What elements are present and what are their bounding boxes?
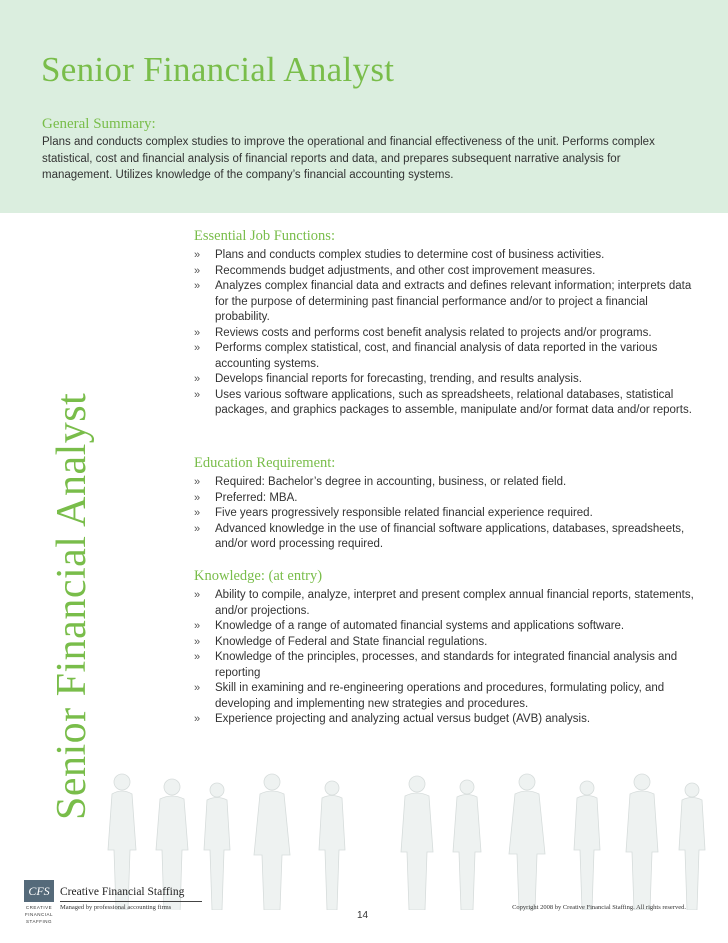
list-item xyxy=(194,650,694,681)
list-item-text: Recommends budget adjustments, and other cost improvement measures. xyxy=(215,264,596,277)
bullet-marker: » xyxy=(194,589,201,601)
silhouette-figure xyxy=(574,781,600,910)
silhouette-figure xyxy=(626,774,658,910)
bullet-marker: » xyxy=(194,713,201,725)
list-item-text: Preferred: MBA. xyxy=(215,491,298,504)
list-item-text: Reviews costs and performs cost benefit analysis related to projects and/or programs. xyxy=(215,326,652,339)
list-item-text: Uses various software applications, such as spreadsheets, relational databases, statistical packages, and graphics packages to assemble, manipulate and/or format data and/or reports. xyxy=(215,388,692,416)
section-education xyxy=(194,455,694,553)
company-name: Creative Financial Staffing xyxy=(60,886,185,898)
bullet-list xyxy=(194,248,694,419)
list-item xyxy=(194,475,694,491)
section-essential-functions xyxy=(194,228,694,419)
section-heading: Education Requirement: xyxy=(194,455,336,471)
logo-mark: CFS xyxy=(24,880,54,902)
list-item-text: Required: Bachelor’s degree in accounting, business, or related field. xyxy=(215,476,567,488)
section-heading: Knowledge: (at entry) xyxy=(194,568,323,584)
list-item-text: Knowledge of a range of automated financial systems and applications software. xyxy=(215,620,625,632)
bullet-marker: » xyxy=(194,342,201,354)
page-number: 14 xyxy=(357,910,369,921)
silhouette-figure xyxy=(254,774,290,910)
divider xyxy=(60,901,202,902)
silhouette-figure xyxy=(401,776,433,910)
list-item xyxy=(194,588,694,619)
list-item-text: Ability to compile, analyze, interpret and present complex annual financial reports, statements, and/or projections. xyxy=(215,589,694,617)
summary-text: Plans and conducts complex studies to improve the operational and financial effectiveness of the unit. Performs complex statistical, cost and financial analysis of financial reports and data, and prepares subsequent narrative analysis for management. Utilizes knowledge of the company’s financial accounting systems. xyxy=(42,136,655,181)
list-item-text: Knowledge of the principles, processes, and standards for integrated financial analysis and reporting xyxy=(215,651,678,679)
list-item-text: Advanced knowledge in the use of financial software applications, databases, spreadsheets, and/or word processing required. xyxy=(215,522,685,550)
bullet-marker: » xyxy=(194,476,201,488)
list-item xyxy=(194,619,694,635)
list-item-text: Performs complex statistical, cost, and financial analysis of data reported in the various accounting systems. xyxy=(215,342,658,370)
bullet-marker: » xyxy=(194,280,201,292)
bullet-marker: » xyxy=(194,522,201,535)
list-item-text: Experience projecting and analyzing actual versus budget (AVB) analysis. xyxy=(215,713,591,725)
list-item xyxy=(194,522,694,553)
list-item-text: Plans and conducts complex studies to determine cost of business activities. xyxy=(215,249,605,261)
section-knowledge xyxy=(194,568,694,728)
list-item xyxy=(194,635,694,651)
list-item xyxy=(194,712,694,728)
company-tagline: Managed by professional accounting firms xyxy=(60,904,172,911)
list-item-text: Knowledge of Federal and State financial regulations. xyxy=(215,635,488,648)
bullet-marker: » xyxy=(194,326,201,339)
copyright-notice: Copyright 2008 by Creative Financial Staffing. All rights reserved. xyxy=(512,904,686,911)
bullet-marker: » xyxy=(194,491,201,504)
list-item xyxy=(194,681,694,712)
silhouette-figure xyxy=(319,781,345,910)
summary-heading: General Summary: xyxy=(42,116,156,132)
bullet-marker: » xyxy=(194,264,201,277)
bullet-list xyxy=(194,475,694,553)
silhouette-figure xyxy=(204,783,230,910)
section-heading: Essential Job Functions: xyxy=(194,228,335,244)
silhouette-figure xyxy=(453,780,481,910)
bullet-marker: » xyxy=(194,388,201,401)
list-item xyxy=(194,279,694,326)
list-item xyxy=(194,372,694,388)
list-item xyxy=(194,341,694,372)
list-item xyxy=(194,388,694,419)
list-item-text: Skill in examining and re-engineering operations and procedures, formulating policy, and developing and implementing new strategies and procedures. xyxy=(215,682,665,710)
company-logo xyxy=(24,880,54,930)
list-item xyxy=(194,491,694,507)
list-item-text: Analyzes complex financial data and extracts and defines relevant information; interprets data for the purpose of determining past financial performance and/or to project a financial probability. xyxy=(215,280,692,323)
bullet-marker: » xyxy=(194,507,201,519)
silhouette-figure xyxy=(679,783,705,910)
side-title: Senior Financial Analyst xyxy=(49,392,95,820)
bullet-list xyxy=(194,588,694,728)
list-item xyxy=(194,506,694,522)
bullet-marker: » xyxy=(194,620,201,632)
bullet-marker: » xyxy=(194,249,201,261)
page-title: Senior Financial Analyst xyxy=(41,50,395,89)
bullet-marker: » xyxy=(194,682,201,694)
list-item xyxy=(194,248,694,264)
list-item xyxy=(194,326,694,342)
bullet-marker: » xyxy=(194,651,201,663)
list-item xyxy=(194,264,694,280)
bullet-marker: » xyxy=(194,373,201,385)
logo-wordmark: CREATIVE FINANCIAL STAFFING xyxy=(24,905,53,924)
silhouette-figure xyxy=(509,774,545,910)
list-item-text: Develops financial reports for forecasting, trending, and results analysis. xyxy=(215,373,582,385)
list-item-text: Five years progressively responsible related financial experience required. xyxy=(215,507,593,519)
bullet-marker: » xyxy=(194,635,201,648)
